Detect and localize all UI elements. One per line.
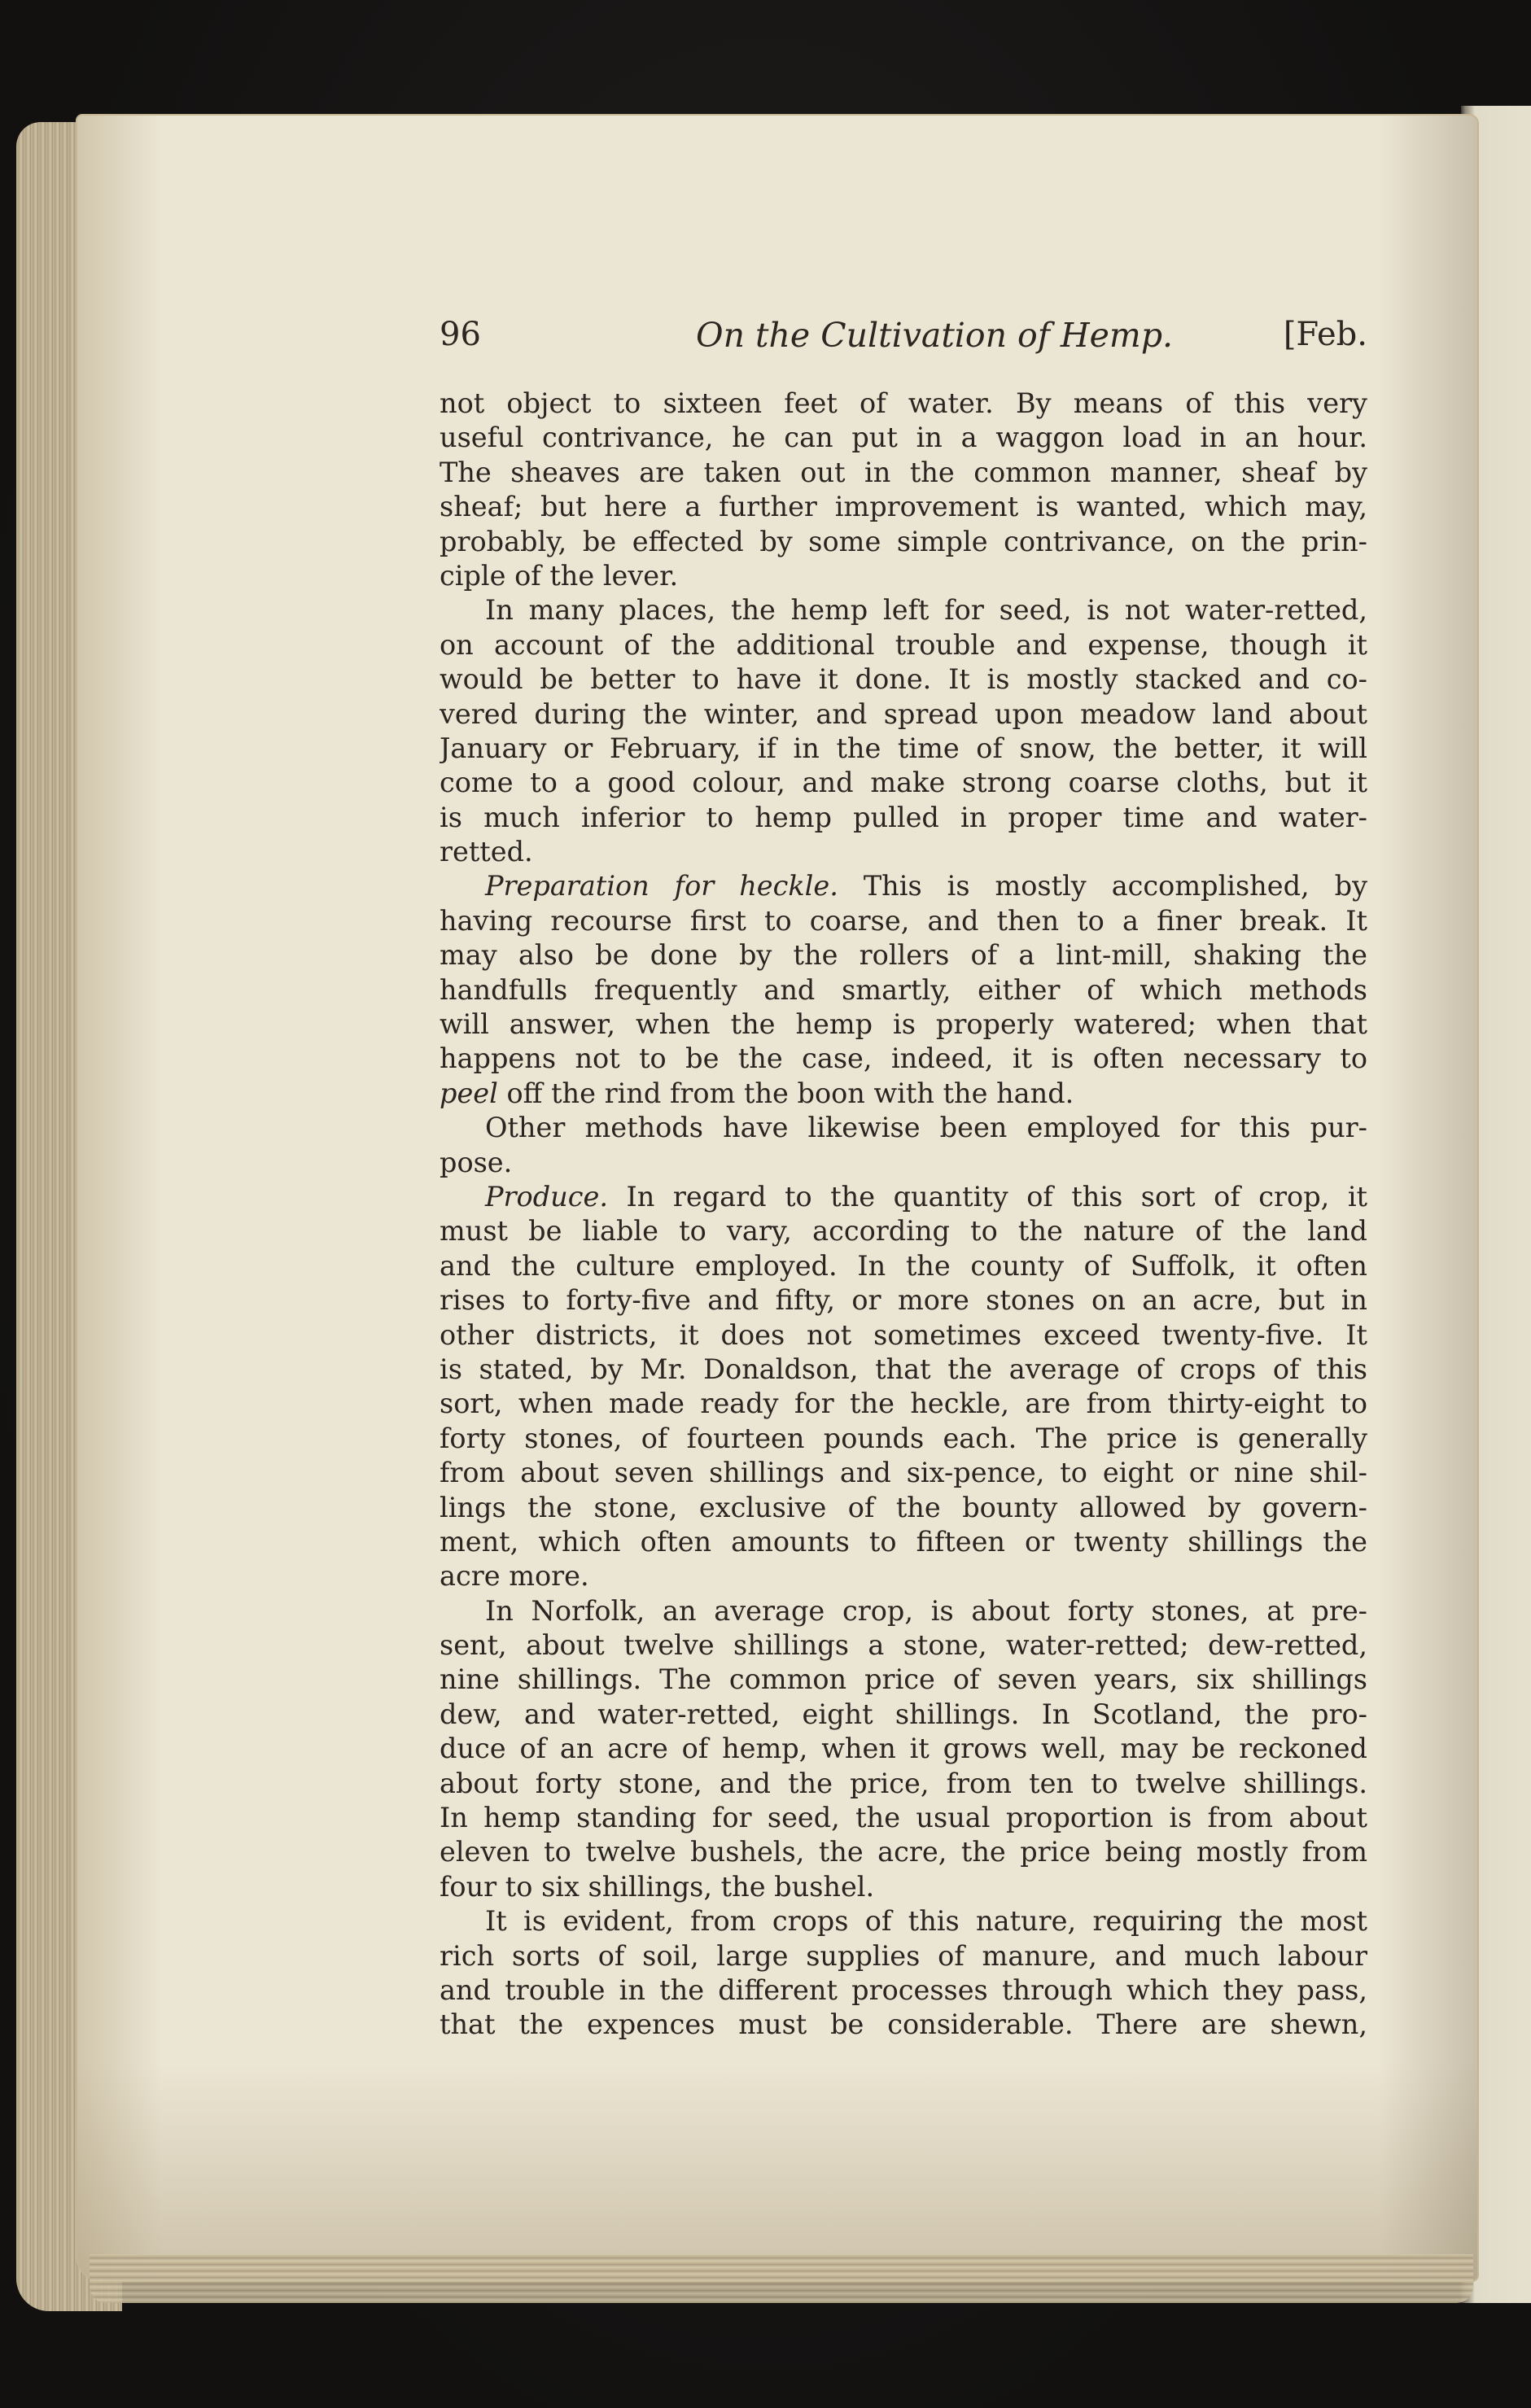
text-line <box>440 1111 1367 1145</box>
text-line <box>440 1318 1367 1353</box>
text-line <box>440 1835 1367 1869</box>
text-line <box>440 801 1367 835</box>
page-number: 96 <box>440 316 481 353</box>
text-line <box>440 1801 1367 1835</box>
text-line <box>440 1904 1367 1938</box>
text-line <box>440 1456 1367 1490</box>
text-line <box>440 1594 1367 1628</box>
text-line <box>440 525 1367 559</box>
text-line <box>440 835 1367 869</box>
line-text: and trouble in the different processes through which they pass, <box>440 1973 1367 2006</box>
line-text: useful contrivance, he can put in a waggon load in an hour. <box>440 422 1367 454</box>
line-text: about forty stone, and the price, from ten to twelve shillings. <box>440 1767 1367 1799</box>
text-line <box>440 1180 1367 1214</box>
line-text: handfulls frequently and smartly, either of which methods <box>440 973 1367 1006</box>
text-line <box>440 1249 1367 1283</box>
line-text: pose. <box>440 1146 513 1178</box>
text-line <box>440 387 1367 421</box>
italic-lead: Produce. <box>485 1180 608 1213</box>
text-line <box>440 1007 1367 1042</box>
line-text: that the expences must be considerable. There are shewn, <box>440 2008 1367 2041</box>
line-text: may also be done by the rollers of a lint-mill, shaking the <box>440 939 1367 972</box>
line-text: dew, and water-retted, eight shillings. In Scotland, the pro- <box>440 1698 1367 1730</box>
text-line <box>440 456 1367 490</box>
text-line <box>440 662 1367 697</box>
text-line <box>440 1525 1367 1559</box>
text-line <box>440 904 1367 938</box>
text-line <box>440 1870 1367 1904</box>
line-text: acre more. <box>440 1560 589 1593</box>
text-line <box>440 1214 1367 1248</box>
line-text: In hemp standing for seed, the usual proportion is from about <box>440 1802 1367 1834</box>
line-text: happens not to be the case, indeed, it is often necessary to <box>440 1042 1367 1075</box>
line-text: nine shillings. The common price of seven years, six shillings <box>440 1663 1367 1696</box>
line-text: sheaf; but here a further improvement is wanted, which may, <box>440 491 1367 523</box>
text-line <box>440 2008 1367 2042</box>
line-text: forty stones, of fourteen pounds each. The price is generally <box>440 1422 1367 1454</box>
body-text <box>440 387 1367 2128</box>
line-text: come to a good colour, and make strong coarse cloths, but it <box>440 767 1367 799</box>
line-text: not object to sixteen feet of water. By means of this very <box>440 387 1367 419</box>
line-text: sort, when made ready for the heckle, are from thirty-eight to <box>440 1388 1367 1420</box>
line-text: This is mostly accomplished, by <box>838 870 1367 902</box>
text-line <box>440 1491 1367 1525</box>
line-text: rises to forty-five and fifty, or more stones on an acre, but in <box>440 1284 1367 1317</box>
line-text: Other methods have likewise been employed for this pur- <box>485 1112 1367 1144</box>
text-line <box>440 593 1367 627</box>
line-text: In Norfolk, an average crop, is about forty stones, at pre- <box>485 1594 1367 1627</box>
text-line <box>440 1939 1367 1973</box>
text-line <box>440 1283 1367 1318</box>
text-line <box>440 1077 1367 1111</box>
text-line <box>440 1422 1367 1456</box>
line-text: The sheaves are taken out in the common manner, sheaf by <box>440 456 1367 488</box>
running-title: On the Cultivation of Hemp. <box>696 316 1174 355</box>
text-line <box>440 938 1367 972</box>
line-text: January or February, if in the time of snow, the better, it will <box>440 732 1367 764</box>
text-line <box>440 973 1367 1007</box>
text-line <box>440 1973 1367 2008</box>
line-text: from about seven shillings and six-pence, to eight or nine shil- <box>440 1457 1367 1489</box>
text-line <box>440 766 1367 800</box>
line-text: retted. <box>440 836 533 868</box>
line-text: and the culture employed. In the county of Suffolk, it often <box>440 1249 1367 1282</box>
text-line <box>440 1559 1367 1593</box>
text-line <box>440 732 1367 766</box>
text-line <box>440 421 1367 455</box>
line-text: ciple of the lever. <box>440 559 679 592</box>
text-line <box>440 559 1367 593</box>
text-line <box>440 1353 1367 1387</box>
line-text: sent, about twelve shillings a stone, water-retted; dew-retted, <box>440 1629 1367 1662</box>
line-text: probably, be effected by some simple contrivance, on the prin- <box>440 525 1367 557</box>
line-text: other districts, it does not sometimes exceed twenty-five. It <box>440 1318 1367 1351</box>
line-text: on account of the additional trouble and expense, though it <box>440 628 1367 661</box>
line-text: ment, which often amounts to fifteen or twenty shillings the <box>440 1525 1367 1558</box>
italic-lead: peel <box>440 1077 498 1109</box>
line-text: off the rind from the boon with the hand. <box>497 1077 1074 1109</box>
text-line <box>440 1146 1367 1180</box>
line-text: vered during the winter, and spread upon meadow land about <box>440 697 1367 730</box>
text-line <box>440 628 1367 662</box>
line-text: rich sorts of soil, large supplies of manure, and much labour <box>440 1939 1367 1972</box>
line-text: duce of an acre of hemp, when it grows well, may be reckoned <box>440 1733 1367 1765</box>
text-line <box>440 1732 1367 1766</box>
text-line <box>440 869 1367 903</box>
line-text: lings the stone, exclusive of the bounty allowed by govern- <box>440 1491 1367 1523</box>
italic-lead: Preparation for heckle. <box>485 870 838 902</box>
month-label: [Feb. <box>1283 316 1367 353</box>
line-text: eleven to twelve bushels, the acre, the price being mostly from <box>440 1836 1367 1868</box>
text-line <box>440 1663 1367 1697</box>
line-text: It is evident, from crops of this nature, requiring the most <box>485 1905 1367 1938</box>
line-text: In many places, the hemp left for seed, is not water-retted, <box>485 594 1367 627</box>
line-text: four to six shillings, the bushel. <box>440 1870 875 1903</box>
line-text: must be liable to vary, according to the nature of the land <box>440 1215 1367 1248</box>
text-line <box>440 1387 1367 1421</box>
text-line <box>440 1628 1367 1663</box>
line-text: In regard to the quantity of this sort of crop, it <box>607 1180 1367 1213</box>
text-line <box>440 1698 1367 1732</box>
text-line <box>440 490 1367 524</box>
line-text: having recourse first to coarse, and then to a finer break. It <box>440 904 1367 937</box>
text-line <box>440 1042 1367 1076</box>
page-bottom-edge <box>90 2254 1473 2303</box>
line-text: is much inferior to hemp pulled in proper time and water- <box>440 801 1367 833</box>
line-text: is stated, by Mr. Donaldson, that the average of crops of this <box>440 1353 1367 1385</box>
line-text: would be better to have it done. It is mostly stacked and co- <box>440 663 1367 696</box>
line-text: will answer, when the hemp is properly watered; when that <box>440 1008 1367 1041</box>
text-line <box>440 697 1367 732</box>
text-line <box>440 1767 1367 1801</box>
page-header <box>440 316 1367 373</box>
